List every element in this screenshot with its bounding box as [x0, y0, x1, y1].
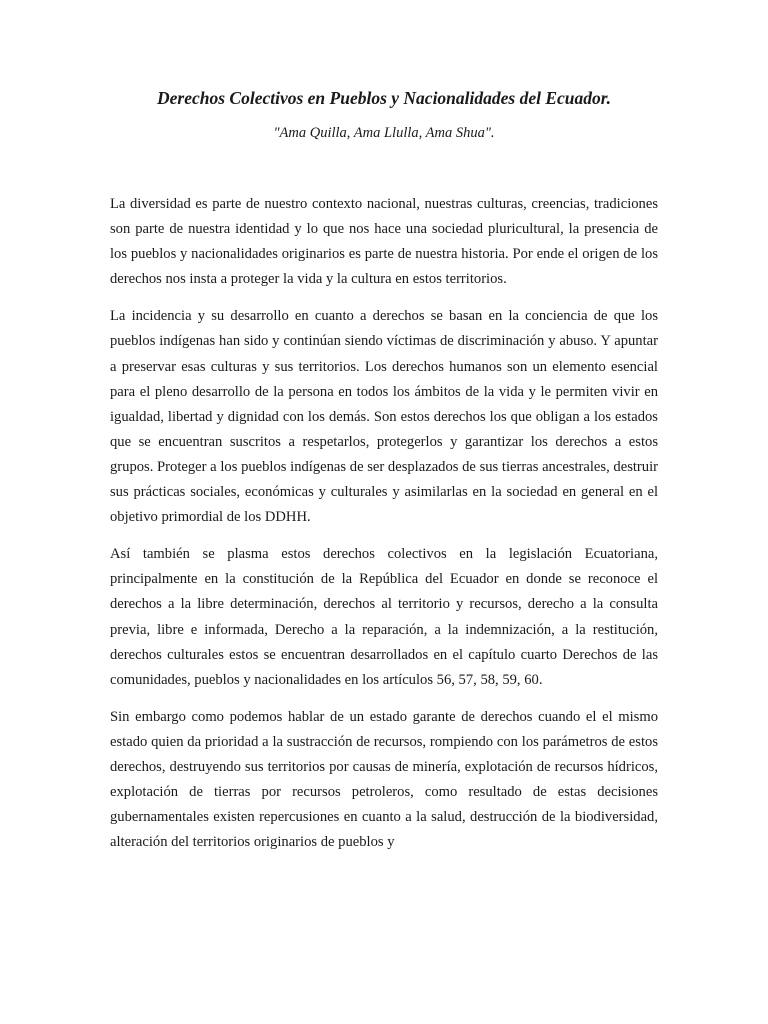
- paragraph: Sin embargo como podemos hablar de un estado garante de derechos cuando el el mismo estado quien da prioridad a la sustracción de recursos, rompiendo con los parámetros de estos derechos, destruyendo sus territorios por causas de minería, explotación de recursos hídricos, explotación de tierras por recursos petroleros, como resultado de estas decisiones gubernamentales existen repercusiones en cuanto a la salud, destrucción de la biodiversidad, alteración del territorios originarios de pueblos y: [110, 708, 658, 851]
- document-body: [110, 192, 658, 867]
- document-title: Derechos Colectivos en Pueblos y Nacionalidades del Ecuador.: [157, 88, 611, 108]
- paragraph: La incidencia y su desarrollo en cuanto a derechos se basan en la conciencia de que los pueblos indígenas han sido y continúan siendo víctimas de discriminación y abuso. Y apuntar a preservar esas culturas y sus territorios. Los derechos humanos son un elemento esencial para el pleno desarrollo de la persona en todos los ámbitos de la vida y le permiten vivir en igualdad, libertad y dignidad con los demás. Son estos derechos los que obligan a los estados que se encuentran suscritos a respetarlos, protegerlos y garantizar los derechos a estos grupos. Proteger a los pueblos indígenas de ser desplazados de sus tierras ancestrales, destruir sus prácticas sociales, económicas y culturales y asimilarlas en la sociedad en general en el objetivo primordial de los DDHH.: [110, 308, 658, 526]
- paragraph: La diversidad es parte de nuestro contexto nacional, nuestras culturas, creencias, tradiciones son parte de nuestra identidad y lo que nos hace una sociedad pluricultural, la presencia de los pueblos y nacionalidades originarios es parte de nuestra historia. Por ende el origen de los derechos nos insta a proteger la vida y la cultura en estos territorios.: [110, 196, 658, 288]
- document-subtitle: "Ama Quilla, Ama Llulla, Ama Shua".: [273, 125, 495, 141]
- paragraph: Así también se plasma estos derechos colectivos en la legislación Ecuatoriana, principalmente en la constitución de la República del Ecuador en donde se reconoce el derechos a la libre determinación, derechos al territorio y recursos, derecho a la consulta previa, libre e informada, Derecho a la reparación, a la indemnización, a la restitución, derechos culturales estos se encuentran desarrollados en el capítulo cuarto Derechos de las comunidades, pueblos y nacionalidades en los artículos 56, 57, 58, 59, 60.: [110, 546, 658, 688]
